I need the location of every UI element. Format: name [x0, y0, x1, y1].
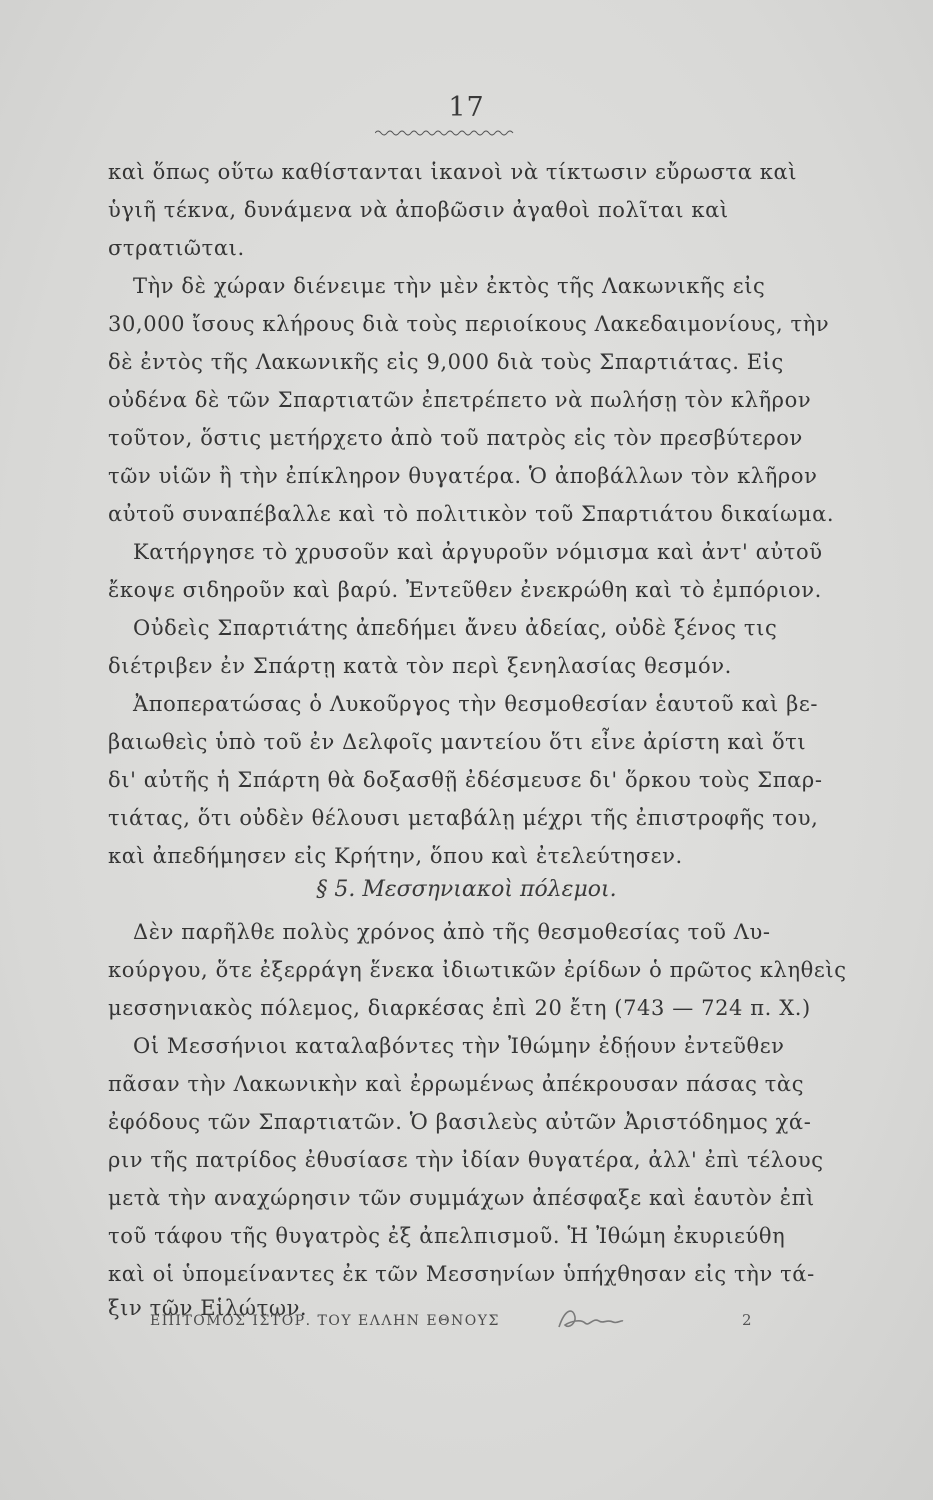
text-line: τῶν υἱῶν ἢ τὴν ἐπίκληρον θυγατέρα. Ὁ ἀποβάλλων τὸν κλῆρον [108, 464, 818, 488]
text-line: ἐφόδους τῶν Σπαρτιατῶν. Ὁ βασιλεὺς αὐτῶν Ἀριστόδημος χά- [108, 1110, 812, 1134]
text-line: τοῦ τάφου τῆς θυγατρὸς ἐξ ἀπελπισμοῦ. Ἡ Ἰθώμη ἐκυριεύθη [108, 1224, 786, 1248]
text-line: οὐδένα δὲ τῶν Σπαρτιατῶν ἐπετρέπετο νὰ πωλήσῃ τὸν κλῆρον [108, 388, 812, 412]
text-line: πᾶσαν τὴν Λακωνικὴν καὶ ἐρρωμένως ἀπέκρουσαν πάσας τὰς [108, 1072, 805, 1096]
text-line: στρατιῶται. [108, 236, 245, 260]
page-number: 17 [448, 92, 485, 123]
text-line: διέτριβεν ἐν Σπάρτῃ κατὰ τὸν περὶ ξενηλασίας θεσμόν. [108, 654, 732, 678]
text-line: ξιν τῶν Εἱλώτων. [108, 1296, 308, 1320]
footer-book-title: ΕΠΙΤΟΜΟΣ ΙΣΤΟΡ. ΤΟΥ ΕΛΛΗΝ ΕΘΝΟΥΣ [150, 1313, 500, 1329]
text-line: Οἱ Μεσσήνιοι καταλαβόντες τὴν Ἰθώμην ἐδῄουν ἐντεῦθεν [133, 1034, 785, 1058]
text-line: Δὲν παρῆλθε πολὺς χρόνος ἀπὸ τῆς θεσμοθεσίας τοῦ Λυ- [133, 920, 771, 944]
section-heading: § 5. Μεσσηνιακοὶ πόλεμοι. [316, 877, 617, 902]
text-line: ριν τῆς πατρίδος ἐθυσίασε τὴν ἰδίαν θυγατέρα, ἀλλ' ἐπὶ τέλους [108, 1148, 824, 1172]
text-line: Κατήργησε τὸ χρυσοῦν καὶ ἀργυροῦν νόμισμα καὶ ἀντ' αὐτοῦ [133, 540, 823, 564]
text-line: μετὰ τὴν αναχώρησιν τῶν συμμάχων ἀπέσφαξε καὶ ἑαυτὸν ἐπὶ [108, 1186, 815, 1210]
text-line: Τὴν δὲ χώραν διένειμε τὴν μὲν ἐκτὸς τῆς Λακωνικῆς εἰς [133, 274, 766, 298]
text-line: τοῦτον, ὅστις μετήρχετο ἀπὸ τοῦ πατρὸς εἰς τὸν πρεσβύτερον [108, 426, 803, 450]
text-line: δι' αὐτῆς ἡ Σπάρτη θὰ δοξασθῇ ἐδέσμευσε δι' ὅρκου τοὺς Σπαρ- [108, 768, 823, 792]
text-line: καὶ οἱ ὑπομείναντες ἐκ τῶν Μεσσηνίων ὑπήχθησαν εἰς τὴν τά- [108, 1262, 815, 1286]
sheet-signature-number: 2 [742, 1311, 752, 1329]
text-line: κούργου, ὅτε ἐξερράγη ἕνεκα ἰδιωτικῶν ἐρίδων ὁ πρῶτος κληθεὶς [108, 958, 847, 982]
text-line: καὶ ὅπως οὕτω καθίστανται ἱκανοὶ νὰ τίκτωσιν εὔρωστα καὶ [108, 160, 798, 184]
text-line: Ἀποπερατώσας ὁ Λυκοῦργος τὴν θεσμοθεσίαν ἑαυτοῦ καὶ βε- [133, 692, 819, 716]
text-line: τιάτας, ὅτι οὐδὲν θέλουσι μεταβάλῃ μέχρι τῆς ἐπιστροφῆς του, [108, 806, 819, 830]
text-line: μεσσηνιακὸς πόλεμος, διαρκέσας ἐπὶ 20 ἔτη (743 — 724 π. Χ.) [108, 996, 811, 1020]
text-line: 30,000 ἴσους κλήρους διὰ τοὺς περιοίκους Λακεδαιμονίους, τὴν [108, 312, 830, 336]
text-line: ἔκοψε σιδηροῦν καὶ βαρύ. Ἐντεῦθεν ἐνεκρώθη καὶ τὸ ἐμπόριον. [108, 578, 822, 602]
text-line: Οὐδεὶς Σπαρτιάτης ἀπεδήμει ἄνευ ἀδείας, οὐδὲ ξένος τις [133, 616, 778, 640]
text-line: βαιωθεὶς ὑπὸ τοῦ ἐν Δελφοῖς μαντείου ὅτι εἶνε ἀρίστη καὶ ὅτι [108, 730, 807, 754]
text-line: ὑγιῆ τέκνα, δυνάμενα νὰ ἀποβῶσιν ἀγαθοὶ πολῖται καὶ [108, 198, 729, 222]
text-line: δὲ ἐντὸς τῆς Λακωνικῆς εἰς 9,000 διὰ τοὺς Σπαρτιάτας. Εἰς [108, 350, 784, 374]
wavy-rule-ornament [375, 128, 515, 138]
handwritten-signature [555, 1303, 625, 1335]
text-line: καὶ ἀπεδήμησεν εἰς Κρήτην, ὅπου καὶ ἐτελεύτησεν. [108, 844, 683, 868]
text-line: αὐτοῦ συναπέβαλλε καὶ τὸ πολιτικὸν τοῦ Σπαρτιάτου δικαίωμα. [108, 502, 835, 526]
